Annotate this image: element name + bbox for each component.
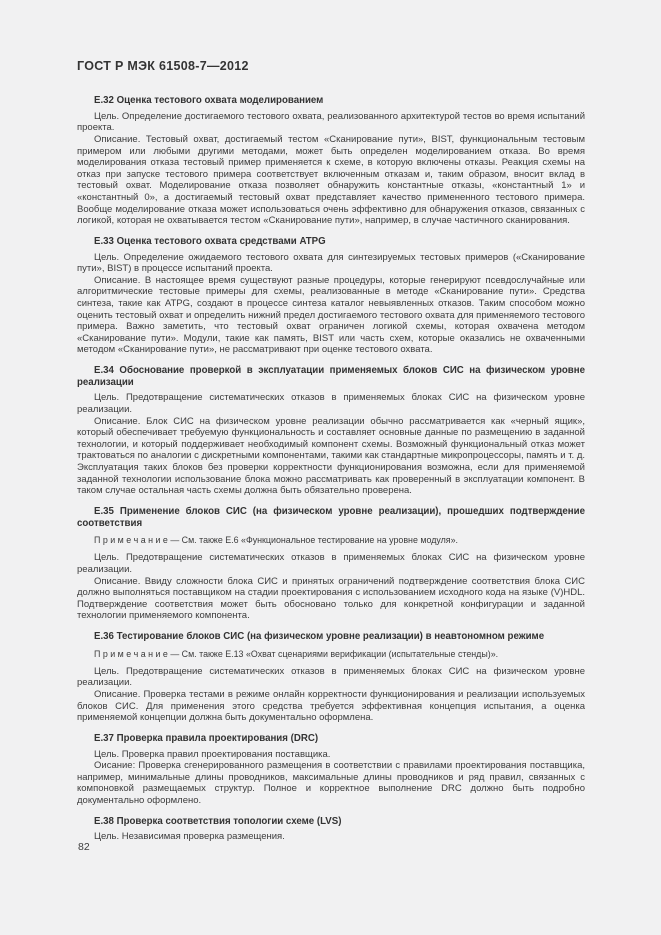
section-heading-e32: Е.32 Оценка тестового охвата моделированием [94, 95, 324, 106]
paragraph-description: Описание. Блок СИС на физическом уровне реализации обычно рассматривается как «черный ящик», который обеспечивает требуемую функциональность и составляет основные данные по размещению в заданной технологии, и который поддерживает необходимый компонент схемы. Возможный функциональный отказ может трактоваться по аналогии с дискретными компонентами, такими как стандартные микропроцессоры, память и т. д. Эксплуатация таких блоков без проверки корректности функционирования возможна, если для применяемой заданной технологии использование блока можно рассматривать как проверенный в эксплуатации компонент. В таком случае остальная часть схемы должна быть обязательно проверена. [77, 415, 585, 497]
section-e32 [77, 95, 585, 227]
note: П р и м е ч а н и е — См. также Е.6 «Функциональное тестирование на уровне модуля». [94, 535, 458, 546]
section-e37 [77, 733, 585, 807]
section-heading-e36: Е.36 Тестирование блоков СИС (на физическом уровне реализации) в неавтономном режиме [94, 630, 545, 642]
paragraph-goal: Цель. Проверка правил проектирования поставщика. [94, 748, 331, 760]
document-header: ГОСТ Р МЭК 61508-7—2012 [77, 59, 249, 73]
paragraph-goal: Цель. Предотвращение систематических отказов в применяемых блоках СИС на физическом уровне реализации. [77, 392, 585, 416]
section-e36 [77, 631, 585, 724]
paragraph-description: Описание. В настоящее время существуют разные процедуры, которые генерируют псевдослучайные или алгоритмические тестовые примеры для схемы, реализованные в методе «Сканирование пути». Средства синтеза, такие как ATPG, создают в процессе синтеза каталог невыявленных отказов. Таким способом можно оценить тестовый охват и определить нижний предел достигаемого тестового охвата для применяемого тестового примера. Важно заметить, что тестовый охват ограничен логикой схемы, которая охвачена методом «Сканирование пути». Модули, такие как память, BIST или часть схем, которые оказались не охваченными методом «Сканирование пути», не рассматривают при оценке тестового охвата. [77, 274, 585, 356]
section-e34 [77, 365, 585, 497]
paragraph-description: Оисание: Проверка сгенерированного размещения в соответствии с правилами проектирования поставщика, например, минимальные длины проводников, максимальные длины проводников и ряд правил, связанных с компоновкой размещаемых структур. Полное и корректное выполнение DRC должно быть подробно документально оформлено. [77, 760, 585, 806]
section-e35 [77, 506, 585, 622]
section-heading-e33: Е.33 Оценка тестового охвата средствами ATPG [94, 235, 326, 247]
paragraph-goal: Цель. Определение достигаемого тестового охвата, реализованного архитектурой тестов во время испытаний проекта. [77, 110, 585, 134]
paragraph-goal: Цель. Независимая проверка размещения. [94, 831, 285, 843]
note: П р и м е ч а н и е — См. также Е.13 «Охват сценариями верификации (испытательные стенды)». [94, 648, 499, 659]
paragraph-goal: Цель. Предотвращение систематических отказов в применяемых блоках СИС на физическом уровне реализации. [77, 552, 585, 575]
page-number: 82 [78, 841, 90, 853]
paragraph-goal: Цель. Предотвращение систематических отказов в применяемых блоках СИС на физическом уровне реализации. [77, 665, 585, 689]
paragraph-description: Описание. Проверка тестами в режиме онлайн корректности функционирования и реализации используемых блоков СИС. Для применения этого средства требуется эффективная концепция испытания, а оценка применяемой концепции должна быть документально оформлена. [77, 688, 585, 724]
paragraph-goal: Цель. Определение ожидаемого тестового охвата для синтезируемых тестовых примеров («Сканирование пути», BIST) в процессе испытаний проекта. [77, 251, 585, 275]
section-heading-e38: Е.38 Проверка соответствия топологии схеме (LVS) [94, 815, 342, 827]
section-heading-e34: Е.34 Обоснование проверкой в эксплуатации применяемых блоков СИС на физическом уровне реализации [77, 364, 585, 388]
paragraph-description: Описание. Тестовый охват, достигаемый тестом «Сканирование пути», BIST, функциональным тестовым примером или любыми другими методами, может быть определен моделированием отказа. Во время моделирования отказа тестовый пример применяется к схеме, в которую включены отказы. Реакция схемы на отказ при запуске тестового примера соответствует включенным отказам и, таким образом, вносит вклад в тестовый охват. Моделирование отказа позволяет обнаружить константные отказы, «константный 1» и «константный 0», а достигаемый тестовый охват представляет качество примененного тестового примера. Вообще моделирование отказа может использоваться очень эффективно для обнаружения отказов, связанных с логикой, которая не охватывается тестом «Сканирование пути», например, в случае частичного сканирования. [77, 133, 585, 227]
section-e33 [77, 236, 585, 356]
document-content [77, 86, 585, 843]
section-heading-e37: Е.37 Проверка правила проектирования (DRC) [94, 732, 319, 744]
section-heading-e35: Е.35 Применение блоков СИС (на физическом уровне реализации), прошедших подтверждение соответствия [77, 505, 585, 529]
section-e38 [77, 816, 585, 843]
paragraph-description: Описание. Ввиду сложности блока СИС и принятых ограничений подтверждение соответствия блока СИС должно выполняться поставщиком на стадии проектирования с использованием исходного кода на языке (V)HDL. Подтверждение соответствия может быть обосновано только для конкретной конфигурации и заданной технологии применяемого компонента. [77, 575, 585, 622]
